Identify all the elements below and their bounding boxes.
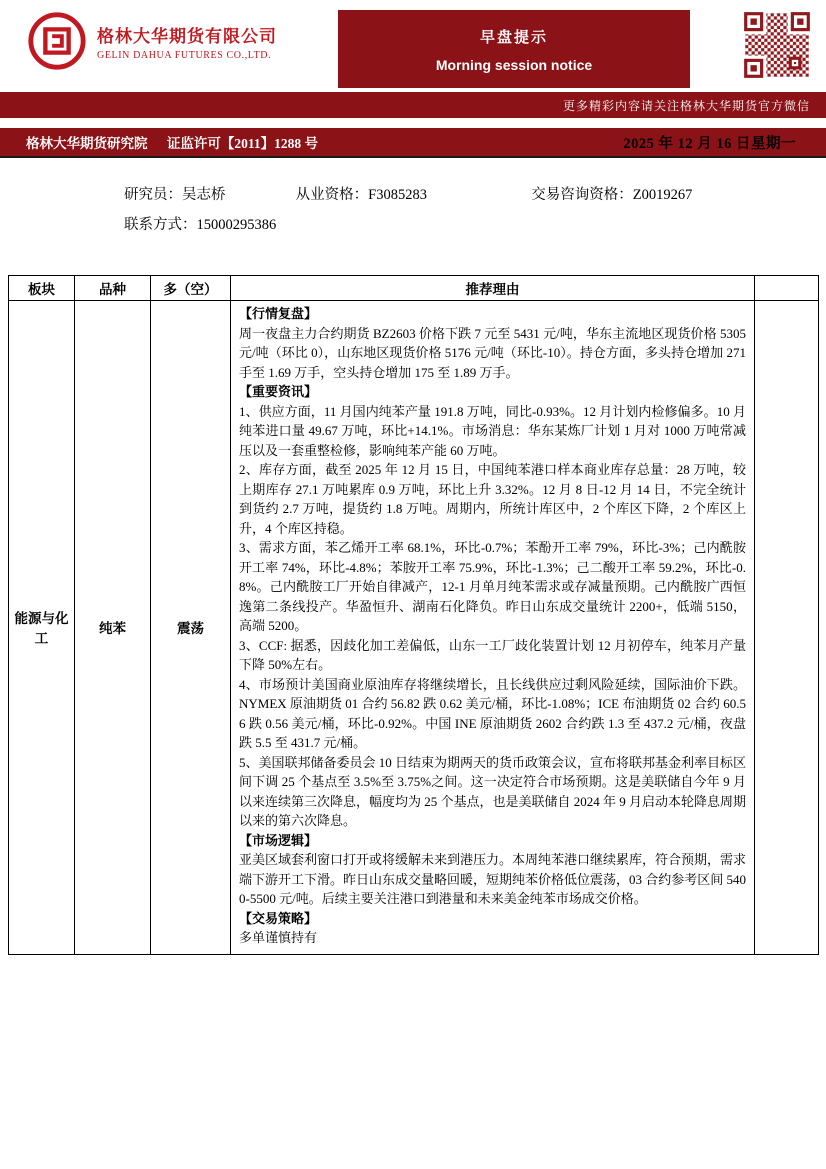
table-header-row <box>9 276 819 301</box>
wechat-strip <box>0 92 826 118</box>
notice-title-box <box>338 10 690 88</box>
section-heading: 【市场逻辑】 <box>239 832 318 848</box>
company-logo-icon <box>26 10 88 72</box>
section-paragraph: 周一夜盘主力合约期货 BZ2603 价格下跌 7 元至 5431 元/吨，华东主流地区现货价格 5305 元/吨（环比 0），山东地区现货价格 5176 元/吨（环比-10）。持仓方面，多头持仓增加 271 手至 1.69 万手，空头持仓增加 175 至 1.89 万手。 <box>239 325 746 380</box>
recommendation-table <box>8 275 819 955</box>
section-heading: 【交易策略】 <box>239 910 318 926</box>
section-heading: 【行情复盘】 <box>239 306 318 321</box>
company-name-block <box>97 22 277 61</box>
section-heading: 【重要资讯】 <box>239 384 318 399</box>
researcher-name: 研究员：吴志桥 <box>124 187 226 203</box>
researcher-info <box>124 186 826 235</box>
variety-cell: 纯苯 <box>75 301 151 955</box>
section-paragraph: 亚美区域套利窗口打开或将缓解未来到港压力。本周纯苯港口继续累库，符合预期，需求端下游开工下滑。昨日山东成交量略回暖，短期纯苯价格低位震荡，03 合约参考区间 5400-5500 元/吨。后续主要关注港口到港量和未来美金纯苯市场成交价格。 <box>239 852 747 906</box>
document-header <box>0 0 826 92</box>
subheader-bar <box>0 128 826 158</box>
section-paragraph: 5、美国联邦储备委员会 10 日结束为期两天的货币政策会议，宣布将联邦基金利率目标区间下调 25 个基点至 3.5%至 3.75%之间。这一决定符合市场预期。这是美联储自今年 9 月以来连续第三次降息，幅度均为 25 个基点，也是美联储自 2024 年 9 月启动本轮降息周期以来的第六次降息。 <box>239 754 747 828</box>
report-date: 2025 年 12 月 16 日星期一 <box>623 135 796 152</box>
direction-cell: 震荡 <box>151 301 231 955</box>
section-paragraph: 3、需求方面，苯乙烯开工率 68.1%，环比-0.7%；苯酚开工率 79%，环比-3%；己内酰胺开工率 74%，环比-4.8%；苯胺开工率 75.9%，环比-1.3%；己二酸开工率 59.2%，环比-0.8%。己内酰胺工厂开始自律减产，12-1 月单月纯苯需求或存减量预期。己内酰胺广西恒逸第二条线投产。华盈恒升、湖南石化降负。昨日山东成交量统计 2200+，低端 5150，高端 5200。 <box>239 540 746 633</box>
reason-content <box>239 304 746 948</box>
section-paragraph: 1、供应方面，11 月国内纯苯产量 191.8 万吨，同比-0.93%。12 月计划内检修偏多。10 月纯苯进口量 49.67 万吨，环比+14.1%。市场消息：华东某炼厂计划 1 月对 1000 万吨常减压以及一套重整检修，影响纯苯产能 60 万吨。 <box>239 403 746 458</box>
institute-block <box>26 132 318 152</box>
reason-cell <box>231 301 755 955</box>
section-paragraph: 2、库存方面，截至 2025 年 12 月 15 日，中国纯苯港口样本商业库存总量：28 万吨，较上期库存 27.1 万吨累库 0.9 万吨，环比上升 3.32%。12 月 8 日-12 月 14 日，不完全统计到货约 2.7 万吨，提货约 1.8 万吨。周期内，所统计库区中，2 个库区下降，2 个库区上升，4 个库区持稳。 <box>239 462 746 536</box>
notice-title-cn: 早盘提示 <box>479 29 548 46</box>
license-number: 证监许可【2011】1288 号 <box>166 136 319 151</box>
sector-cell: 能源与化工 <box>9 301 75 955</box>
qr-code <box>742 10 812 80</box>
researcher-line-2 <box>124 216 826 235</box>
col-header-reason: 推荐理由 <box>231 276 755 301</box>
notice-title-en: Morning session notice <box>435 56 593 73</box>
col-header-variety: 品种 <box>75 276 151 301</box>
company-name-cn: 格林大华期货有限公司 <box>97 26 277 46</box>
researcher-qualification: 从业资格：F3085283 <box>295 187 427 203</box>
empty-cell <box>755 301 819 955</box>
advisory-qualification: 交易咨询资格：Z0019267 <box>531 187 693 203</box>
company-logo-block <box>26 10 338 72</box>
researcher-line-1 <box>124 186 826 205</box>
institute-name: 格林大华期货研究院 <box>26 136 148 151</box>
table-row <box>9 301 819 955</box>
col-header-direction: 多（空） <box>151 276 231 301</box>
spacer <box>0 118 826 128</box>
col-header-sector: 板块 <box>9 276 75 301</box>
section-paragraph: 多单谨慎持有 <box>239 930 318 945</box>
company-name-en: GELIN DAHUA FUTURES CO.,LTD. <box>97 49 272 61</box>
researcher-contact: 联系方式：15000295386 <box>124 217 277 233</box>
col-header-empty <box>755 276 819 301</box>
section-paragraph: 4、市场预计美国商业原油库存将继续增长，且长线供应过剩风险延续，国际油价下跌。NYMEX 原油期货 01 合约 56.82 跌 0.62 美元/桶，环比-1.08%；ICE 布油期货 02 合约 60.56 跌 0.56 美元/桶，环比-0.92%。中国 INE 原油期货 2602 合约跌 1.3 至 437.2 元/桶，夜盘跌 5.5 至 431.7 元/桶。 <box>239 676 746 750</box>
section-paragraph: 3、CCF: 据悉，因歧化加工差偏低，山东一工厂歧化装置计划 12 月初停车，纯苯月产量下降 50%左右。 <box>239 637 746 672</box>
wechat-note: 更多精彩内容请关注格林大华期货官方微信 <box>562 98 810 113</box>
